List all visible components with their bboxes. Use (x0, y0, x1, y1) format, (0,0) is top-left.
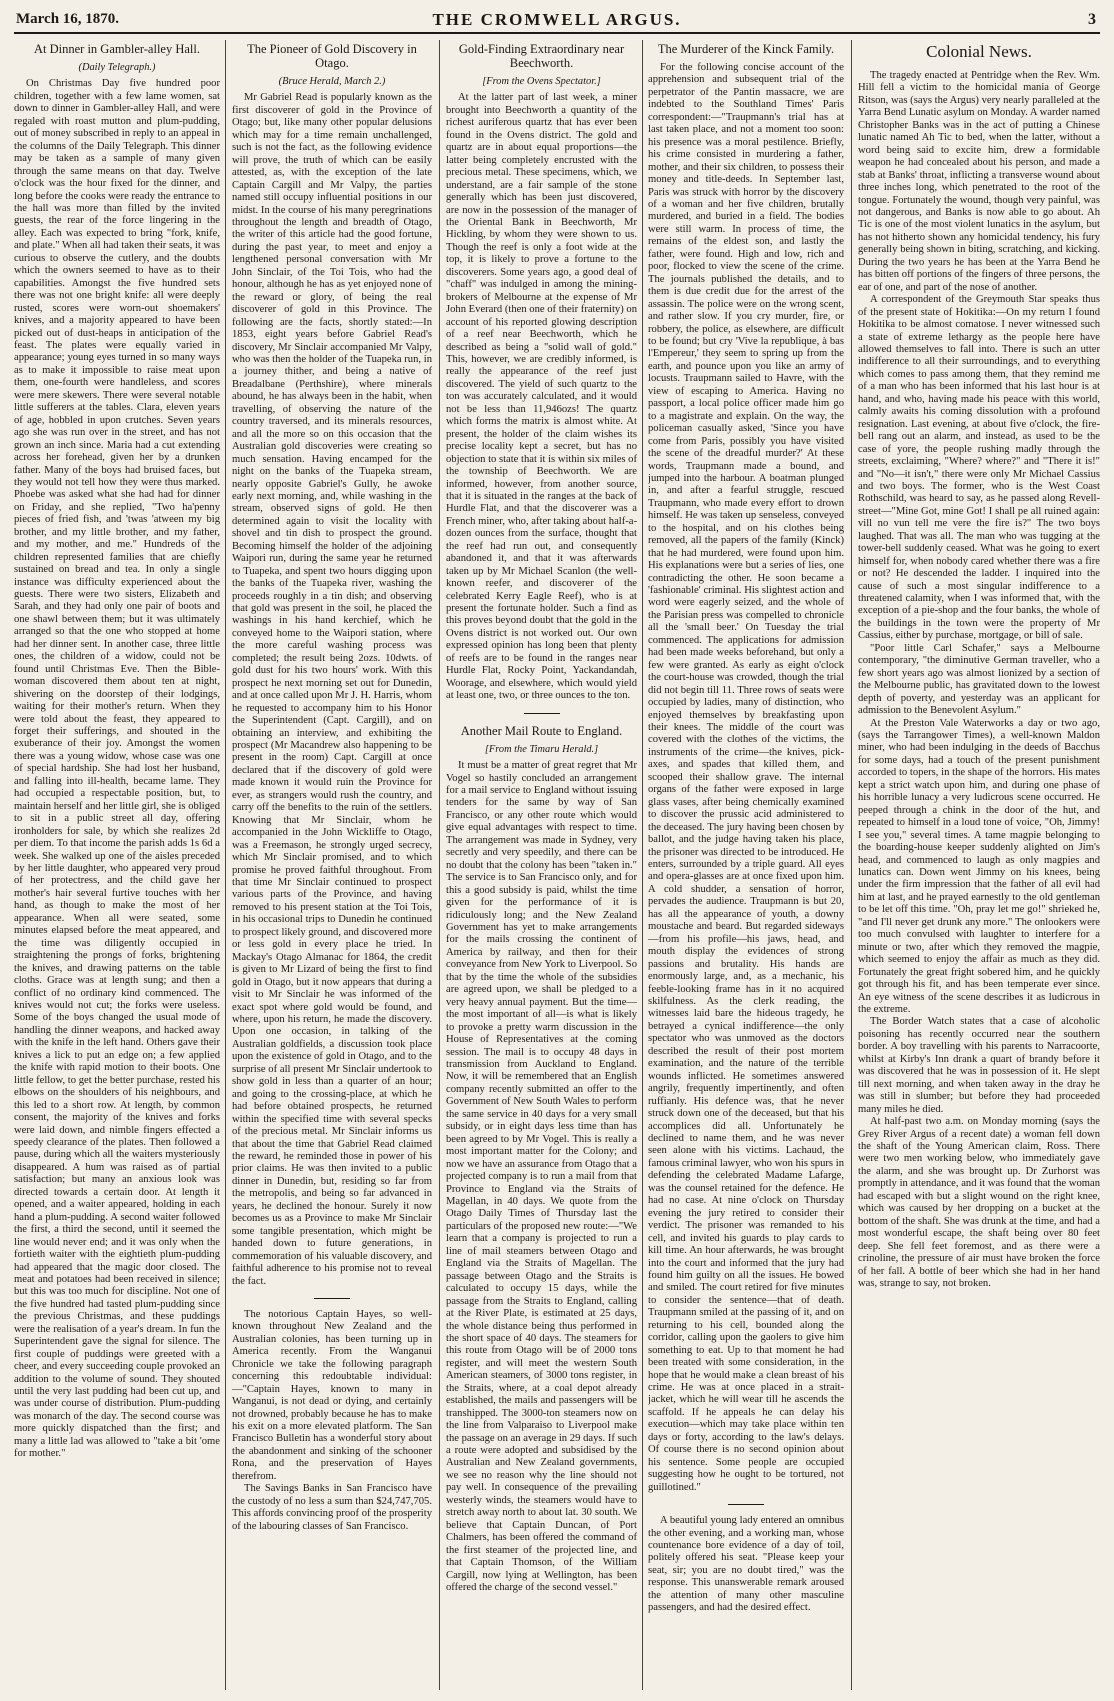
column-rule (642, 40, 643, 1690)
page-number: 3 (1088, 11, 1096, 28)
article-source: (Bruce Herald, March 2.) (278, 76, 386, 87)
news-paragraph: The notorious Captain Hayes, so well-known throughout New Zealand and the Australian colonies, has been turning up in America recently. From the Wanganui Chronicle we take the following paragraph concerning this redoubtable individual:—"Captain Hayes, known to many in Wanganui, is not dead or dying, and certainly not drowned, probably because he has to make his exit on a more elevated platform. The San Francisco Bulletin has a wonderful story about the abandonment and sinking of the schooner Rona, and the preservation of Hayes therefrom. (232, 1308, 432, 1482)
column-1 (14, 40, 220, 1690)
issue-date: March 16, 1870. (16, 11, 120, 27)
news-paragraph: The Savings Banks in San Francisco have the custody of no less a sum than $24,747,705. This affords convincing proof of the prosperity of the labouring classes of San Francisco. (232, 1483, 432, 1532)
article-separator (524, 713, 560, 714)
column-5 (858, 40, 1100, 1690)
column-rule (851, 40, 852, 1690)
article-body: At the latter part of last week, a miner brought into Beechworth a quantity of the richest auriferous quartz that has ever been found in the Ovens district. The gold and quartz are in about equal proportions—the latter being completely encrusted with the precious metal. These specimens, which, we understand, are a fair sample of the stone generally which has been just discovered, are now in the possession of the manager of the Oriental Bank in Beechworth, Mr Hickling, by whom they were shown to us. Though the reef is only a foot wide at the top, it is likely to prove a fortune to the discoverers. Some years ago, a good deal of "chaff" was indulged in among the mining-brokers of Melbourne at the expense of Mr John Everard (then one of their fraternity) on account of his reported glowing description of a reef near Beechworth, which he described as being a "solid wall of gold." This, however, we are credibly informed, is really the appearance of the reef just discovered. The yield of such quartz to the ton was accurately calculated, and it would not be less than 11,946ozs! The quartz which forms the matrix is almost white. At present, the holder of the claim wishes its precise locality kept a secret, but has no objection to state that it is within six miles of the township of Beechworth. We are informed, however, from another source, that it is situated in the ranges at the back of Hurdle Flat, and that the discoverer was a French miner, who, after taking about half-a-dozen ounces from the surface, thought that the reef had run out, and consequently abandoned it, and that it was afterwards taken up by Mr Michael Scanlon (the well-known reefer, and discoverer of the celebrated Kerry Eagle Reef), who is at present the fortunate holder. Such a find as this proves beyond doubt that the gold in the Ovens district is not worked out. Our own expressed opinion has long been that plenty of reefs are to be found in the ranges near Hurdle Flat, Rocky Point, Yackandandah, Woorage, and elsewhere, which would yield at least one, two, or three ounces to the ton. (446, 92, 637, 702)
column-2 (232, 40, 432, 1690)
article-headline: Gold-Finding Extraordinary near Beechworth. (458, 42, 625, 70)
article-headline: At Dinner in Gambler-alley Hall. (33, 42, 200, 56)
article-headline: Another Mail Route to England. (460, 723, 623, 738)
article-source: (Daily Telegraph.) (78, 62, 156, 73)
section-headline: Colonial News. (926, 42, 1032, 61)
news-paragraph: At the Preston Vale Waterworks a day or two ago, (says the Tarrangower Times), a well-known Maldon miner, who had been indulging in the deeds of Bacchus for some days, had a touch of the present punishment accorded to topers, in the shape of the horrors. His mates kept a strict watch upon him, and during one phase of his horrible lunacy a very ludicrous scene occurred. He peeped through a chink in the door of the hut, and repeated to himself in a loud tone of voice, "Oh, Jimmy! I see you," several times. A tame magpie belonging to the boarding-house keeper suddenly alighted on Jim's head, and commenced to laugh as only magpies and lunatics can. Down went Jimmy on his knees, being under the firm impression that the father of all evil had him at last, and he prayed earnestly to the old gentleman to be let off this time. "Oh, pray let me go!" shrieked he, "and I'll never get drunk any more." The onlookers were too much convulsed with laughter to interfere for a minute or two, after which they removed the magpie, which seemed to enjoy the affair as much as they did. Fortunately the great fright sobered him, and he quickly got through his fit, and has been temperate ever since. An eye witness of the scene describes it as ludicrous in the extreme. (858, 717, 1100, 1015)
article-separator (314, 1298, 350, 1299)
article-body: On Christmas Day five hundred poor children, together with a few lame women, sat down to dinner in Gambler-alley Hall, and were regaled with roast mutton and plum-pudding, out of money subscribed in reply to an appeal in the columns of the Daily Telegraph. This dinner may be taken as a sample of many given through the same means on that day. Twelve o'clock was the hour fixed for the dinner, and long before the cooks were ready the entrance to the hall was more than filled by the invited guests, the rear of the force lingering in the alley. Each was expected to bring "fork, knife, and plate." When all had taken their seats, it was curious to observe the cutlery, and the doubts which the owners seemed to have as to their capabilities. Amongst the five hundred sets there was not one bright knife: all were deeply rusted, scores were worn-out shoemakers' knives, and a majority appeared to have been picked out of dust-heaps in anticipation of the feast. The plates were equally varied in appearance; young eyes turned in so many ways as to make it impossible to raise meat upon them, one-fourth were handleless, and scores were mere skewers. There were several notable little sufferers at the tables. Clara, eleven years of age, hobbled in upon crutches. Seven years ago she was run over in the street, and has not grown an inch since. Maria had a cut extending across her forehead, given her by a drunken father. Many of the boys had bruised faces, but they would not tell how they were thus marked. Phoebe was asked what she had had for dinner on Friday, and she replied, "Two ha'penny pieces of fried fish, and 'twas 'atween my big brother, and my little brother, and my father, and my mother, and me." Hundreds of the children represented families that are chiefly sustained on bread and tea. In only a single instance was difficulty experienced about the guests. There were two sisters, Elizabeth and Sarah, and they had only one pair of boots and one shawl between them; but it was ultimately arranged so that the one who stopped at home had her dinner sent. In another case, three little ones, the children of a widow, could not be found until Christmas Eve. Then the Bible-woman discovered them about ten at night, shivering on the doorstep of their lodgings, waiting for their mother's return. When they were told about the feast, they appeared to forget their sufferings, and shouted in the exuberance of their joy. Amongst the women there was a young widow, whose case was one of special hardship. She had lost her husband, and falling into ill-health, became lame. They had occupied a respectable position, but, to maintain herself and her little girl, she is obliged to sit in a public street all day, offering ironholders for sale, by which she realizes 2d per diem. To that income the parish adds 1s 6d a week. She walked up one of the aisles preceded by her little daughter, who appeared very proud of her protectress, and the child gave her mother's hair several furtive touches with her hand, as though to make the most of her appearance. When all were seated, some minutes elapsed before the meat appeared, and the time was diligently occupied in straightening the prongs of forks, brightening the knives, and drawing patterns on the table cloths. Grace was at length sung; and then a conflict of no ordinary kind commenced. The knives would not cut; the forks were useless. Some of the boys changed the usual mode of handling the dinner weapons, and hacked away with the knife in the left hand. Others gave their knives a lick to put an edge on; a few applied the knife with rapid motion to their boots. One little fellow, to get the better purchase, rested his elbows on the shoulders of his neighbours, and this led to a short row. At length, by common consent, the majority of the knives and forks were laid down, and nimble fingers effected a speedy clearance of the plates. Then followed a pause, during which all the waiters mysteriously disappeared. A hum was raised as of partial satisfaction; but many an anxious look was directed towards a certain door. At length it opened, and a waiter appeared, holding in each hand a plum-pudding. A second waiter followed the first, a third the second, until it seemed the line would never end; and it was only when the fortieth waiter with the eightieth plum-pudding had appeared that the magic door closed. The meat and potatoes had been received in silence; but this was too much for discipline. Not one of the five hundred had tasted plum-pudding since the previous Christmas, and these puddings were the realisation of a year's dream. In fun the Superintendent gave the signal for silence. The first couple of puddings were greeted with a cheer, and every succeeding couple provoked an addition to the volume of sound. They shouted until the very last pudding had been cut up, and was under course of distribution. Plum-pudding was monarch of the day. The second course was more quickly dispatched than the first; and many a little lad was allowed to "take a bit 'ome for mother." (14, 78, 220, 1460)
column-rule (439, 40, 440, 1690)
column-3 (446, 40, 637, 1690)
article-source: [From the Ovens Spectator.] (482, 76, 601, 87)
news-paragraph: "Poor little Carl Schafer," says a Melbourne contemporary, "the diminutive German traveller, who a few short years ago was almost lionized by a section of the Melbourne public, has gravitated down to the lowest depth of poverty, and yesterday was an applicant for admission to the Benevolent Asylum." (858, 642, 1100, 717)
article-headline: The Murderer of the Kinck Family. (657, 42, 835, 56)
article-headline: The Pioneer of Gold Discovery in Otago. (247, 42, 417, 70)
article-body: For the following concise account of the apprehension and subsequent trial of the perpetrator of the Pantin massacre, we are indebted to the Southland Times' Paris correspondent:—"Traupmann's trial has at last taken place, and not a moment too soon: his presence was a moral pestilence. Briefly, his crime consisted in murdering a father, mother, and their six children, to possess their money and title-deeds. In September last, Paris was struck with horror by the discovery of a woman and her five children, brutally murdered, and buried in a field. The bodies were still warm. In process of time, the remains of the eldest son, and lastly the father, were found. High and low, rich and poor, flocked to view the scene of the crime. The journals published the details, and to them is due credit due for the arrest of the assassin. The police were on the wrong scent, and rather slow. If you cry murder, fire, or robbery, the police, as elsewhere, are difficult to be found; but cry 'Vive la republique, à bas l'Empereur,' they seem to spring up from the earth, and pounce upon you like an army of locusts. Traupmann sailed to Havre, with the view of escaping to America. Having no passport, a local police officer made him go to a magistrate and explain. On the way, the policeman casually asked, 'Since you have come from Paris, possibly you have visited the scene of the dreadful murder?' At these words, Traupmann made a bound, and jumped into the harbour. A boatman plunged in, and after a fearful struggle, rescued Traupmann, who made every effort to drown himself. He was taken up senseless, conveyed to the hospital, and on his clothes being removed, all the papers of the family (Kinck) that he had murdered, were found upon him. His explanations were but a series of lies, one contradicting the other. He soon became a 'fashionable' criminal. His slightest action and word were eagerly seized, and the whole of the Parisian press was compelled to chronicle all the 'small beer.' On Tuesday the trial commenced. The applications for admission had been made weeks beforehand, but only a few were granted. As early as eight o'clock the court-house was crowded, though the trial did not begin till 11. Three rows of seats were occupied by ladies, many of distinction, who enjoyed themselves by breakfasting upon their knees. The middle of the court was covered with the clothes of the victims, the instruments of the crime—the knives, pick-axes, and spades that killed them, and scooped their shallow grave. The internal organs of the father were exposed in large glass vases, after being chemically examined to discover the prussic acid administered to the deceased. The jury having been chosen by ballot, and the judge having taken his place, the prisoner was directed to be introduced. He enters, surrounded by a triple guard. All eyes and opera-glasses are at once fixed upon him. A cold shudder, a sensation of horror, pervades the audience. Traupmann is but 20, has all the appearance of youth, a downy moustache and beard. But regarded sideways—from his profile—his jaws, head, and mouth display the evidences of strong passions and brutality. His hands are enormously large, and, as a mechanic, his feeble-looking frame has in it no acquired skilfulness. As the clerk reading, the witnesses laid bare the hideous tragedy, he betrayed a cynical indifference—the only spectator who was unmoved as the doctors described the result of their post mortem examination, and the nature of the terrible wounds inflicted. He sometimes answered angrily, frequently impertinently, and often ruffianly. His defence was, that he never struck down one of the deceased, but that his accomplices did all. Unfortunately he declined to name them, and he was never seen alone with his victims. Lachaud, the famous criminal lawyer, who won his spurs in defending the celebrated Madame Lafarge, was the counsel retained for the defence. He had no case. At nine o'clock on Thursday evening the jury retired to consider their verdict. The prisoner was remanded to his cell, and invited his guards to play cards to kill time. An hour afterwards, he was brought into the court and informed that the jury had found him guilty on all the issues. He bowed and smiled. The court retired for five minutes to consider the sentence—that of death. Traupmann smiled at the passing of it, and on returning to his cell, bounded along the corridor, calling upon the gaolers to give him something to eat. Up to that moment he had been treated with some consideration, in the hope that he would make a clean breast of his crime. He was at once placed in a strait-jacket, which he will wear till he ascends the scaffold. If he appeals he can delay his execution—which may take place within ten days or forty, according to the law's delays. Of course there is no second opinion about his sentence. Some people are occupied suggesting how he ought to be tortured, not guillotined." (648, 62, 844, 1493)
newspaper-title: THE CROMWELL ARGUS. (432, 10, 682, 29)
article-body: Mr Gabriel Read is popularly known as the first discoverer of gold in the Province of Otago; but, like many other popular delusions which may for a time remain unchallenged, such is not the fact, as the following evidence will prove, the truth of which can be easily attested, as, with the exception of the late Captain Cargill and Mr Valpy, the parties named still occupy influential positions in our midst. In the course of his many peregrinations throughout the length and breadth of Otago, the writer of this article had the good fortune, during the past year, to meet and enjoy a lengthened personal conversation with Mr John Sinclair, of the Toi Tois, who had the honour, although he has as yet enjoyed none of the reward or glory, of being the real discoverer of gold in this Province. The following are the facts, shortly stated:—In 1853, eight years before Gabriel Read's discovery, Mr Sinclair accompanied Mr Valpy, who was then the holder of the Tuapeka run, in a journey thither, and being a native of Breadalbane (Perthshire), where minerals abound, he has always been in the habit, when travelling, of observing the nature of the country traversed, and its minerals resources, and all the more so on this occasion that the Australian gold discoveries were creating so much sensation. Having encamped for the night on the banks of the Tuapeka stream, nearly opposite Gabriel's Gully, he awoke early next morning, and, while washing in the stream, observed signs of gold. He then determined again to visit the locality with shovel and tin dish to prospect the ground. Becoming himself the holder of the adjoining Waipori run, during the same year he returned to Tuapeka, and spent two hours digging upon the banks of the Tuapeka river, washing the proceeds roughly in a tin dish; and observing that gold was present in the soil, he placed the washings in his hand kerchief, which he conveyed home to the Waipori station, where the more careful washing process was completed; the result being 2ozs. 10dwts. of gold dust for his two hours' work. With this prospect he next morning set out for Dunedin, and at once called upon Mr J. H. Harris, whom he requested to accompany him to his Honor the Superintendent (Capt. Cargill), and on obtaining an interview, and exhibiting the prospect (Mr Macandrew also happening to be present in the room) Capt. Cargill at once declared that if the discovery of gold were made known it would ruin the Province for ever, as strangers would rush the country, and carry off the benefits to the ruin of the settlers. Knowing that Mr Sinclair, whom he accompanied in the John Wickliffe to Otago, was a Freemason, he strongly urged secrecy, which Mr Sinclair promised, and to which promise he proved faithful throughout. From that time Mr Sinclair continued to prospect various parts of the Province, and having removed to his present station at the Toi Tois, in his occasional trips to Dunedin he continued to prospect likely ground, and discovered more or less gold in every place he tried. In Mackay's Otago Almanac for 1864, the credit is given to Mr Lizard of being the first to find gold in Otago, but it now appears that during a visit to Mr Sinclair he was informed of the exact spot where gold would be found, and where, upon his return, he made the discovery. Upon one occasion, in talking of the Australian goldfields, a discussion took place upon the existence of gold in Otago, and to the surprise of all present Mr Sinclair undertook to show gold in less than a quarter of an hour; and going to the crossing-place, at which he had before obtained prospects, he returned within the specified time with several specks of the precious metal. Mr Sinclair informs us that about the time that Gabriel Read claimed the reward, he reminded those in power of his prior claims. He was then invited to a public dinner in Dunedin, but, residing so far from the metropolis, and being so far advanced in years, he declined the honour. Surely it now becomes us as a Province to make Mr Sinclair some tangible presentation, which might be handed down to future generations, in commemoration of his valuable discovery, and faithful adherence to his promise not to reveal the fact. (232, 92, 432, 1287)
news-paragraph: A beautiful young lady entered an omnibus the other evening, and a working man, whose countenance bore evidence of a day of toil, politely offered his seat. "Please keep your seat, sir; you are no doubt tired," was the response. This unanswerable remark aroused the attention of many other masculine passengers, and had the desired effect. (648, 1515, 844, 1614)
column-4 (648, 40, 844, 1690)
news-paragraph: A correspondent of the Greymouth Star speaks thus of the present state of Hokitika:—On my return I found Hokitika to be almost comatose. I never witnessed such a state of extreme lethargy as the people here have allowed themselves to fall into. There is such an utter indifference to all their surroundings, and to everything which comes to pass among them, that they remind me of a man who has been informed that his last hour is at hand, and who, having made his peace with this world, calmly awaits his coming dissolution with a profound resignation. Last evening, at about five o'clock, the fire-bell rang out an alarm, and instead, as used to be the case of yore, the people rushing madly through the streets, exclaiming, "Where? where?" and "There it is!" and "No—it isn't," there were only Mr Michael Cassius and two boys. The former, who is the West Coast Rothschild, was heard to say, as he passed along Revell-street—"Mine Got, mine Got! I shall pe all ruined again: vill no vun tell me vere the fire is?" The two boys laughed. That was all. The man who was tugging at the tower-bell suddenly ceased. What was he going to exert himself for, when nobody cared whether there was a fire or not? He descended the ladder. I inquired into the cause of such a most singular indifference to a threatened calamity, when I was informed that, with the exception of a pie-shop and the four banks, the whole of the buildings in the town were the property of Mr Cassius, either by purchase, mortgage, or bill of sale. (858, 294, 1100, 642)
article-body: It must be a matter of great regret that Mr Vogel so hastily concluded an arrangement for a mail service to England without issuing tenders for the same by way of San Francisco, or any other route which would give equal advantages with respect to time. The arrangement was made in Sydney, very secretly and very speedily, and there can be no doubt that the colony has been "taken in." The service is to San Francisco only, and for this a good subsidy is paid, whilst the time given for the performance of it is ridiculously long; and the New Zealand Government has yet to make arrangements for the mails crossing the continent of America by railway, and then for their conveyance from New York to Liverpool. So that by the time the whole of the subsidies are agreed upon, we shall be pledged to a very heavy annual payment. But the time—the most important of all—is what is likely to provoke a pretty warm discussion in the House of Representatives at the coming session. The mail is to occupy 48 days in transmission from Auckland to England. Now, it will be remembered that an English company recently submitted an offer to the Government of New South Wales to perform the same service in 40 days for a very small subsidy, or in eight days less time than has been agreed to by Mr Vogel. This is really a most important matter for the Colony; and now we have an assurance from Otago that a projected company is to run a mail from that Province to England via the Straits of Magellan, in 40 days. We quote from the Otago Daily Times of Thursday last the particulars of the proposed new route:—"We learn that a company is projected to run a line of mail steamers between Otago and England via the Straits of Magellan. The passage between Otago and the Straits is calculated to occupy 15 days, while the passage from the Straits to England, calling at the River Plate, is estimated at 25 days, the whole distance being thus performed in the short space of 40 days. The steamers for this route from Otago will be of 2000 tons register, and will meet the western South American steamers, of 3000 tons register, in the Straits, where, at a coal depot already established, the mails and passengers will be transhipped. The 3000-ton steamers now on the line from Valparaiso to Liverpool make the passage on an average in 29 days. If such a route were adopted and subsidised by the Australian and New Zealand governments, we see no reason why the line should not pay well. In consequence of the prevailing westerly winds, the steamers would have to stretch away north to about lat. 30 south. We believe that Captain Duncan, of Port Chalmers, has been offered the command of the first steamer of the projected line, and that Captain Thomson, of the William Cargill, now lying at Wellington, has been offered the charge of the second vessel." (446, 760, 637, 1594)
news-paragraph: The Border Watch states that a case of alcoholic poisoning has recently occurred near the southern border. A boy travelling with his parents to Narracoorte, whilst at Kirby's Inn drank a quart of brandy before it was discovered that he was in possession of it. He slept till next morning, and when taken away in the dray he was still in slumber; but before they had proceeded many miles he died. (858, 1016, 1100, 1115)
news-paragraph: At half-past two a.m. on Monday morning (says the Grey River Argus of a recent date) a woman fell down the shaft of the Young American claim, Ross. There were two men working below, who immediately gave the alarm, and she was brought up. Dr Zurhorst was promptly in attendance, and it was found that the woman had escaped with but a slight wound on the right knee, which was caused by her dropping on a bucket at the bottom of the shaft. She was drunk at the time, and had a most wonderful escape, the shaft being over 80 feet deep. She fell feet foremost, and as there were a crinoline, the pressure of air must have broken the force of her fall. A bottle of beer which she had in her hand was, strange to say, not broken. (858, 1116, 1100, 1289)
column-rule (225, 40, 226, 1690)
news-paragraph: The tragedy enacted at Pentridge when the Rev. Wm. Hill fell a victim to the homicidal mania of George Ritson, was (says the Argus) very nearly paralleled at the Yarra Bend Lunatic asylum on Monday. A warder named Christopher Banks was in the act of putting a Chinese lunatic named Ah Tic to bed, when the latter, without a word being said to excite him, drew a formidable weapon he had concealed about his person, and made a stab at Banks' throat, inflicting a transverse wound about three inches long, which penetrated to the root of the tongue. Fortunately the wound, though very painful, was not dangerous, and Banks is now able to go about. Ah Tic is one of the most violent lunatics in the asylum, but has not hitherto shown any homicidal tendency, his fury generally being shown in biting, scratching, and kicking. During the two years he has been at the Yarra Bend he has bitten off portions of the fingers of three persons, the ear of one, and part of the nose of another. (858, 70, 1100, 293)
article-separator (728, 1504, 764, 1505)
masthead (14, 10, 1100, 34)
article-source: [From the Timaru Herald.] (484, 743, 599, 755)
